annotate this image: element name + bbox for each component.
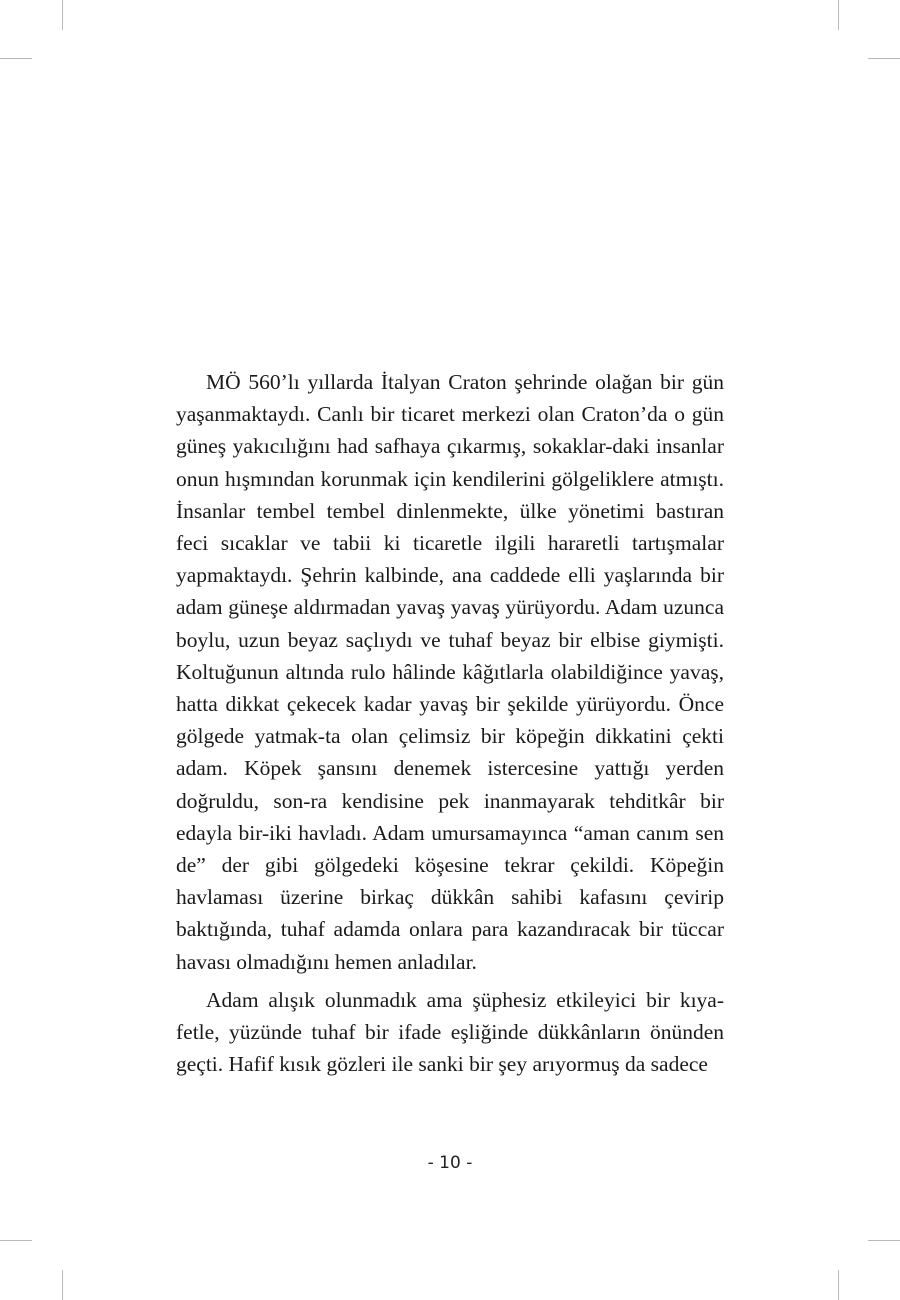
crop-mark-bottom-left — [62, 1270, 63, 1300]
crop-mark-right-top — [868, 58, 900, 59]
page-number: - 10 - — [427, 1153, 473, 1173]
paragraph-2: Adam alışık olunmadık ama şüphesiz etkileyici bir kıya-fetle, yüzünde tuhaf bir ifade eşliğinde dükkânların önünden geçti. Hafif kısık gözleri ile sanki bir şey arıyormuş da sadece — [176, 987, 724, 1077]
body-text — [176, 366, 724, 1086]
crop-mark-right-bottom — [868, 1240, 900, 1241]
crop-mark-top-left — [62, 0, 63, 30]
crop-mark-left-top — [0, 58, 32, 59]
crop-mark-bottom-right — [838, 1270, 839, 1300]
crop-mark-left-bottom — [0, 1240, 32, 1241]
paragraph-1: MÖ 560’lı yıllarda İtalyan Craton şehrinde olağan bir gün yaşanmaktaydı. Canlı bir ticaret merkezi olan Craton’da o gün güneş yakıcılığını had safhaya çıkarmış, sokaklar-daki insanlar onun hışmından korunmak için kendilerini gölgeliklere atmıştı. İnsanlar tembel tembel dinlenmekte, ülke yönetimi bastıran feci sıcaklar ve tabii ki ticaretle ilgili hararetli tartışmalar yapmaktaydı. Şehrin kalbinde, ana caddede elli yaşlarında bir adam güneşe aldırmadan yavaş yavaş yürüyordu. Adam uzunca boylu, uzun beyaz saçlıydı ve tuhaf beyaz bir elbise giymişti. Koltuğunun altında rulo hâlinde kâğıtlarla olabildiğince yavaş, hatta dikkat çekecek kadar yavaş bir şekilde yürüyordu. Önce gölgede yatmak-ta olan çelimsiz bir köpeğin dikkatini çekti adam. Köpek şansını denemek istercesine yattığı yerden doğruldu, son-ra kendisine pek inanmayarak tehditkâr bir edayla bir-iki havladı. Adam umursamayınca “aman canım sen de” der gibi gölgedeki köşesine tekrar çekildi. Köpeğin havlaması üzerine birkaç dükkân sahibi kafasını çevirip baktığında, tuhaf adamda onlara para kazandıracak bir tüccar havası olmadığını hemen anladılar. — [176, 370, 724, 974]
crop-mark-top-right — [838, 0, 839, 30]
